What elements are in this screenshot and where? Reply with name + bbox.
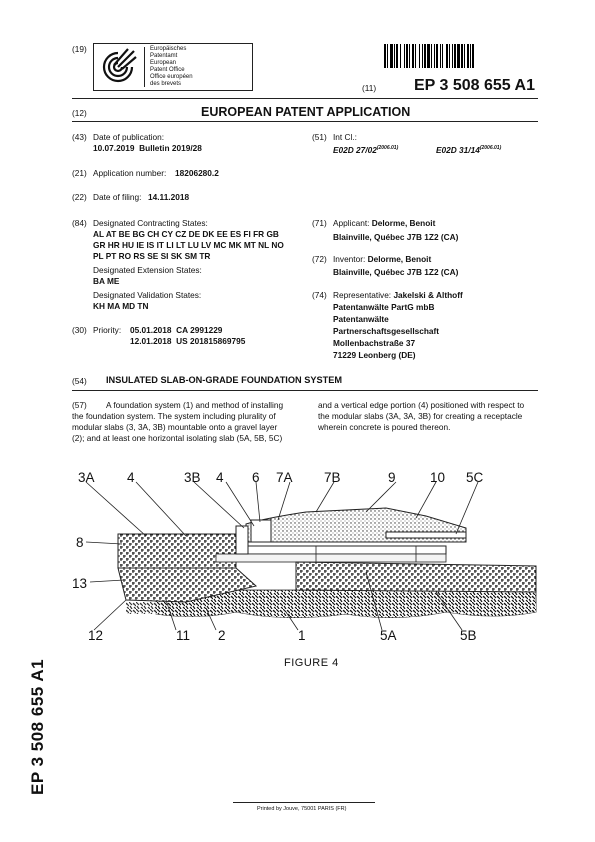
title-rule (72, 390, 538, 391)
applicant-address: Blainville, Québec J7B 1Z2 (CA) (333, 232, 459, 242)
pub-date-label: Date of publication: (93, 132, 165, 142)
office-line: Patent Office (150, 67, 185, 73)
barcode (384, 44, 538, 68)
abstract-line: wherein concrete is poured thereon. (318, 422, 451, 432)
figure-label: 5A (380, 628, 397, 643)
inid-54: (54) (72, 376, 87, 386)
abstract-line: the foundation system. The system including plurality of (72, 411, 276, 421)
invention-title: INSULATED SLAB-ON-GRADE FOUNDATION SYSTEM (106, 375, 342, 385)
header-rule (72, 98, 538, 99)
priority-entry: 12.01.2018 US 201815869795 (130, 336, 246, 346)
applicant-label: Applicant: (333, 218, 370, 228)
figure-label: 3B (184, 470, 201, 485)
abstract-line: (2); and at least one horizontal isolating slab (5A, 5B, 5C) (72, 433, 283, 443)
inid-74: (74) (312, 290, 327, 300)
inid-12: (12) (72, 108, 87, 118)
priority-label: Priority: (93, 325, 122, 335)
int-cl-label: Int Cl.: (333, 132, 357, 142)
document-type: EUROPEAN PATENT APPLICATION (201, 105, 411, 119)
figure-label: 5B (460, 628, 477, 643)
epo-logo-box (93, 43, 253, 91)
logo-divider (144, 47, 145, 87)
int-cl-version: (2006.01) (376, 145, 399, 151)
states-line: GR HR HU IE IS IT LI LT LU LV MC MK MT NL NO (93, 240, 284, 250)
inventor (333, 254, 431, 265)
figure-caption: FIGURE 4 (284, 657, 339, 669)
ext-states: BA ME (93, 276, 120, 286)
rep-label: Representative: (333, 290, 392, 300)
int-cl-2 (436, 143, 501, 156)
inventor-address: Blainville, Québec J7B 1Z2 (CA) (333, 267, 459, 277)
inid-21: (21) (72, 168, 87, 178)
priority-entry: 05.01.2018 CA 2991229 (130, 325, 223, 335)
int-cl-version: (2006.01) (479, 145, 502, 151)
inid-43: (43) (72, 132, 87, 142)
office-line: European (150, 60, 177, 66)
figure-4-drawing (66, 462, 546, 682)
figure-label: 7A (276, 470, 293, 485)
epo-logo-icon (98, 47, 138, 87)
inventor-name: Delorme, Benoit (367, 254, 432, 264)
figure-label: 8 (76, 535, 84, 550)
val-states: KH MA MD TN (93, 301, 149, 311)
states-line: AL AT BE BG CH CY CZ DE DK EE ES FI FR GB (93, 229, 279, 239)
representative (333, 290, 463, 301)
figure-label: 2 (218, 628, 226, 643)
figure-label: 9 (388, 470, 396, 485)
rep-line: Patentanwälte PartG mbB (333, 302, 435, 312)
rep-line: Mollenbachstraße 37 (333, 338, 416, 348)
pub-date: 10.07.2019 Bulletin 2019/28 (93, 143, 202, 153)
figure-label: 5C (466, 470, 484, 485)
figure-label: 13 (72, 576, 88, 591)
figure-label: 3A (78, 470, 95, 485)
ext-states-label: Designated Extension States: (93, 265, 202, 275)
filing-date-label: Date of filing: (93, 192, 142, 202)
figure-label: 11 (176, 628, 191, 643)
figure-label: 4 (127, 470, 135, 485)
states-label: Designated Contracting States: (93, 218, 208, 228)
applicant (333, 218, 435, 229)
side-publication-number: EP 3 508 655 A1 (28, 658, 47, 795)
rep-line: Patentanwälte (333, 314, 389, 324)
office-line: Office européen (150, 74, 193, 80)
footer-rule (233, 802, 375, 803)
header-rule-2 (72, 121, 538, 122)
office-line: Patentamt (150, 53, 178, 59)
inid-84: (84) (72, 218, 87, 228)
publication-number: EP 3 508 655 A1 (414, 77, 535, 94)
figure-label: 10 (430, 470, 446, 485)
printer-note: Printed by Jouve, 75001 PARIS (FR) (257, 806, 347, 812)
abstract-line: the modular slabs (3A, 3A, 3B) for creating a receptacle (318, 411, 523, 421)
app-number-label: Application number: (93, 168, 167, 178)
rep-name: Jakelski & Althoff (393, 290, 463, 300)
figure-label: 7B (324, 470, 341, 485)
inid-51: (51) (312, 132, 327, 142)
inid-11: (11) (362, 83, 377, 93)
inid-57: (57) (72, 400, 87, 410)
abstract-line: A foundation system (1) and method of installing (106, 400, 284, 410)
abstract-left (72, 400, 298, 444)
inventor-label: Inventor: (333, 254, 366, 264)
int-cl-1 (333, 143, 398, 156)
states-line: PL PT RO RS SE SI SK SM TR (93, 251, 211, 261)
figure-label: 6 (252, 470, 260, 485)
figure-label: 12 (88, 628, 104, 643)
inid-72: (72) (312, 254, 327, 264)
office-names (150, 46, 193, 88)
applicant-name: Delorme, Benoit (371, 218, 436, 228)
figure-label: 4 (216, 470, 224, 485)
inid-19: (19) (72, 44, 87, 54)
figure-label: 1 (298, 628, 306, 643)
filing-date: 14.11.2018 (148, 192, 190, 202)
app-number: 18206280.2 (175, 168, 219, 178)
abstract-right (318, 400, 538, 433)
inid-30: (30) (72, 325, 87, 335)
rep-line: Partnerschaftsgesellschaft (333, 326, 440, 336)
inid-71: (71) (312, 218, 327, 228)
rep-line: 71229 Leonberg (DE) (333, 350, 416, 360)
int-cl-code: E02D 31/14 (436, 144, 480, 155)
abstract-line: and a vertical edge portion (4) positioned with respect to (318, 400, 525, 410)
office-line: Europäisches (150, 46, 187, 52)
office-line: des brevets (150, 81, 182, 87)
val-states-label: Designated Validation States: (93, 290, 202, 300)
abstract-line: modular slabs (3, 3A, 3B) mountable onto a gravel layer (72, 422, 278, 432)
inid-22: (22) (72, 192, 87, 202)
int-cl-code: E02D 27/02 (333, 144, 377, 155)
